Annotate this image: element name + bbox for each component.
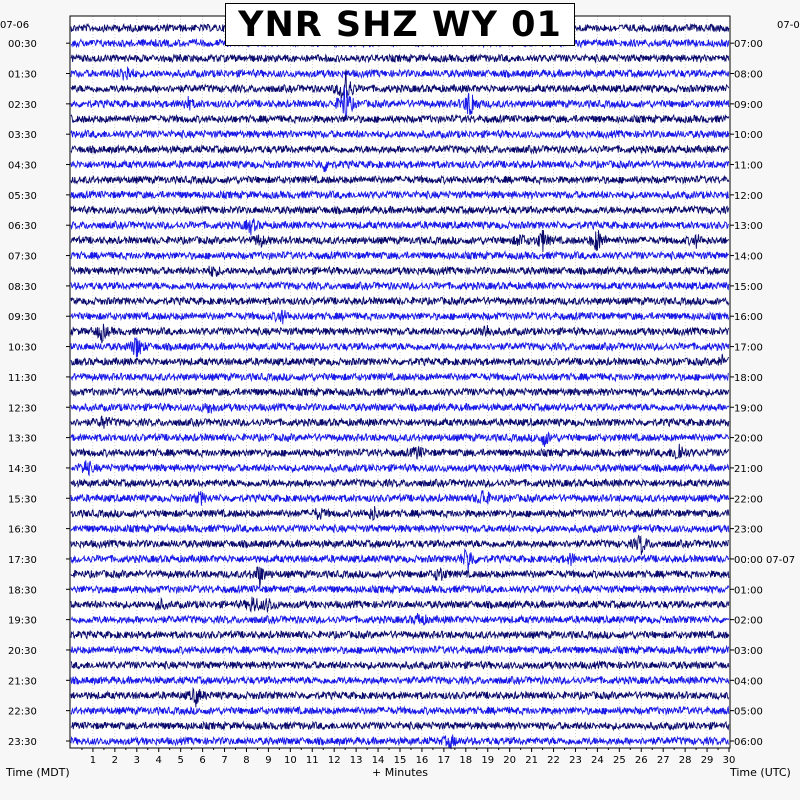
right-tick-label: 13:00 bbox=[734, 221, 763, 233]
right-tick-label: 07:00 bbox=[734, 39, 763, 51]
x-tick-label: 26 bbox=[634, 755, 648, 766]
left-axis-label: Time (MDT) bbox=[6, 766, 70, 779]
left-tick-label: 10:30 bbox=[8, 342, 37, 354]
x-tick-label: 13 bbox=[349, 755, 363, 766]
left-tick-label: 20:30 bbox=[8, 645, 37, 657]
x-tick-label: 18 bbox=[459, 755, 473, 766]
left-tick-label: 06:30 bbox=[8, 221, 37, 233]
left-tick-label: 18:30 bbox=[8, 585, 37, 597]
left-tick-label: 19:30 bbox=[8, 615, 37, 627]
x-tick-label: 1 bbox=[89, 755, 97, 766]
right-tick-label: 00:00 07-07 bbox=[734, 554, 796, 566]
left-tick-label: 08:30 bbox=[8, 281, 37, 293]
x-tick-label: 20 bbox=[503, 755, 517, 766]
left-tick-label: 07:30 bbox=[8, 251, 37, 263]
right-tick-label: 18:00 bbox=[734, 372, 763, 384]
x-tick-label: 17 bbox=[437, 755, 451, 766]
right-tick-label: 06:00 bbox=[734, 736, 763, 748]
x-tick-label: 10 bbox=[283, 755, 297, 766]
right-tick-label: 20:00 bbox=[734, 433, 763, 445]
x-tick-label: 7 bbox=[221, 755, 228, 766]
right-axis-label: Time (UTC) bbox=[730, 766, 791, 779]
x-tick-label: 21 bbox=[525, 755, 538, 766]
x-tick-label: 23 bbox=[569, 755, 582, 766]
right-tick-label: 08:00 bbox=[734, 69, 763, 81]
right-tick-label: 23:00 bbox=[734, 524, 763, 536]
right-tick-label: 19:00 bbox=[734, 403, 763, 415]
right-tick-label: 14:00 bbox=[734, 251, 763, 263]
x-tick-label: 24 bbox=[591, 755, 604, 766]
x-tick-label: 22 bbox=[547, 755, 560, 766]
left-tick-label: 17:30 bbox=[8, 554, 37, 566]
right-tick-label: 03:00 bbox=[734, 645, 763, 657]
x-tick-label: 15 bbox=[393, 755, 407, 766]
x-tick-label: 30 bbox=[722, 755, 736, 766]
left-tick-label: 00:30 bbox=[8, 39, 37, 51]
left-tick-label: 03:30 bbox=[8, 130, 37, 142]
left-tick-label: 21:30 bbox=[8, 676, 37, 688]
x-tick-label: 19 bbox=[481, 755, 495, 766]
left-tick-label: 02:30 bbox=[8, 99, 37, 111]
left-tick-label: 11:30 bbox=[8, 372, 37, 384]
right-tick-label: 04:00 bbox=[734, 676, 763, 688]
left-tick-label: 12:30 bbox=[8, 403, 37, 415]
left-tick-label: 23:30 bbox=[8, 736, 37, 748]
left-tick-label: 04:30 bbox=[8, 160, 37, 172]
right-tick-label: 16:00 bbox=[734, 312, 763, 324]
x-tick-label: 29 bbox=[700, 755, 714, 766]
right-tick-label: 01:00 bbox=[734, 585, 763, 597]
left-tick-label: 09:30 bbox=[8, 312, 37, 324]
x-tick-label: 6 bbox=[199, 755, 206, 766]
x-tick-label: 14 bbox=[371, 755, 385, 766]
x-tick-label: 27 bbox=[656, 755, 670, 766]
x-tick-label: 28 bbox=[678, 755, 692, 766]
x-tick-label: 16 bbox=[415, 755, 429, 766]
left-tick-label: 05:30 bbox=[8, 190, 37, 202]
x-tick-label: 5 bbox=[177, 755, 184, 766]
right-tick-label: 15:00 bbox=[734, 281, 763, 293]
chart-title: YNR SHZ WY 01 bbox=[225, 3, 575, 46]
left-tick-label: 15:30 bbox=[8, 494, 37, 506]
right-date-label: 07-0 bbox=[777, 20, 800, 31]
left-tick-label: 16:30 bbox=[8, 524, 37, 536]
left-tick-label: 14:30 bbox=[8, 463, 37, 475]
x-tick-label: 12 bbox=[327, 755, 341, 766]
right-tick-label: 09:00 bbox=[734, 99, 763, 111]
right-tick-label: 11:00 bbox=[734, 160, 763, 172]
left-tick-label: 22:30 bbox=[8, 706, 37, 718]
x-tick-label: 11 bbox=[305, 755, 319, 766]
x-tick-label: 25 bbox=[612, 755, 626, 766]
right-tick-label: 02:00 bbox=[734, 615, 763, 627]
right-tick-label: 21:00 bbox=[734, 463, 763, 475]
x-tick-label: 4 bbox=[155, 755, 162, 766]
x-tick-label: 9 bbox=[265, 755, 272, 766]
right-tick-label: 12:00 bbox=[734, 190, 763, 202]
x-tick-label: 3 bbox=[133, 755, 140, 766]
right-tick-label: 05:00 bbox=[734, 706, 763, 718]
right-tick-label: 10:00 bbox=[734, 130, 763, 142]
x-axis-label: + Minutes bbox=[372, 766, 429, 779]
right-tick-label: 22:00 bbox=[734, 494, 763, 506]
right-tick-label: 17:00 bbox=[734, 342, 763, 354]
x-tick-label: 2 bbox=[111, 755, 119, 766]
x-tick-label: 8 bbox=[243, 755, 250, 766]
left-tick-label: 13:30 bbox=[8, 433, 37, 445]
left-tick-label: 01:30 bbox=[8, 69, 37, 81]
left-date-label: 07-06 bbox=[0, 20, 30, 31]
